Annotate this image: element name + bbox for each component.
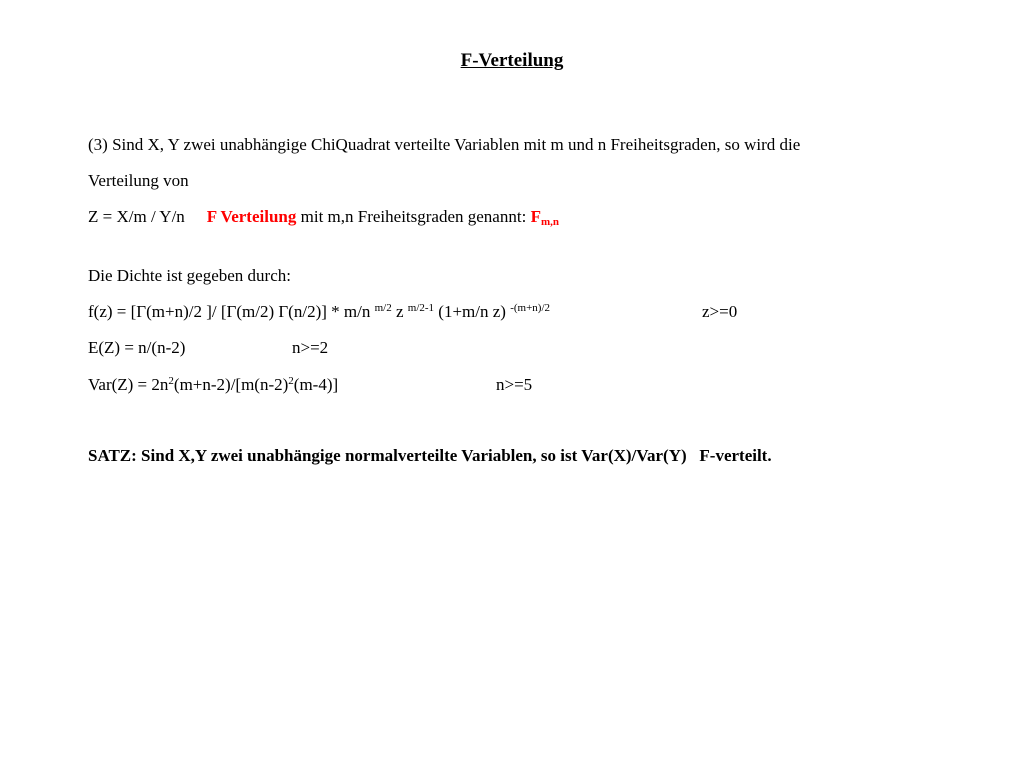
density-formula-part3: (1+m/n z)	[434, 302, 511, 321]
expectation-condition: n>=2	[292, 338, 329, 357]
density-intro: Die Dichte ist gegeben durch:	[88, 266, 291, 285]
variance-exponent-2: 2	[288, 375, 294, 387]
density-exponent-2: m/2-1	[407, 302, 435, 314]
expectation-line	[88, 338, 388, 358]
variance-condition: n>=5	[496, 375, 533, 394]
variance-line	[88, 375, 588, 395]
named-text: mit m,n Freiheitsgraden genannt:	[296, 207, 531, 226]
theorem: SATZ: Sind X,Y zwei unabhängige normalverteilte Variablen, so ist Var(X)/Var(Y) F-verteilt.	[88, 446, 772, 465]
variance-part2: (m+n-2)/[m(n-2)	[173, 375, 289, 394]
f-symbol: F	[530, 207, 541, 226]
density-formula-part1: f(z) = [Γ(m+n)/2 ]/ [Γ(m/2) Γ(n/2)] * m/n	[88, 302, 375, 321]
z-definition: Z = X/m / Y/n	[88, 207, 185, 226]
z-definition-line	[88, 207, 559, 227]
variance-exponent-1: 2	[168, 375, 174, 387]
f-distribution-name: F Verteilung	[206, 207, 297, 226]
f-subscript: m,n	[540, 216, 559, 228]
expectation-formula: E(Z) = n/(n-2)	[88, 338, 186, 357]
intro-line-1: (3) Sind X, Y zwei unabhängige ChiQuadrat verteilte Variablen mit m und n Freiheitsgraden, so wird die	[88, 135, 801, 154]
density-condition: z>=0	[702, 302, 738, 321]
density-formula-part2: z	[391, 302, 408, 321]
intro-line-2: Verteilung von	[88, 171, 189, 190]
slide-title: F-Verteilung	[460, 50, 564, 71]
density-exponent-3: -(m+n)/2	[510, 302, 551, 314]
variance-part1: Var(Z) = 2n	[88, 375, 169, 394]
density-formula-line	[88, 302, 748, 322]
density-exponent-1: m/2	[374, 302, 392, 314]
variance-part3: (m-4)]	[293, 375, 339, 394]
